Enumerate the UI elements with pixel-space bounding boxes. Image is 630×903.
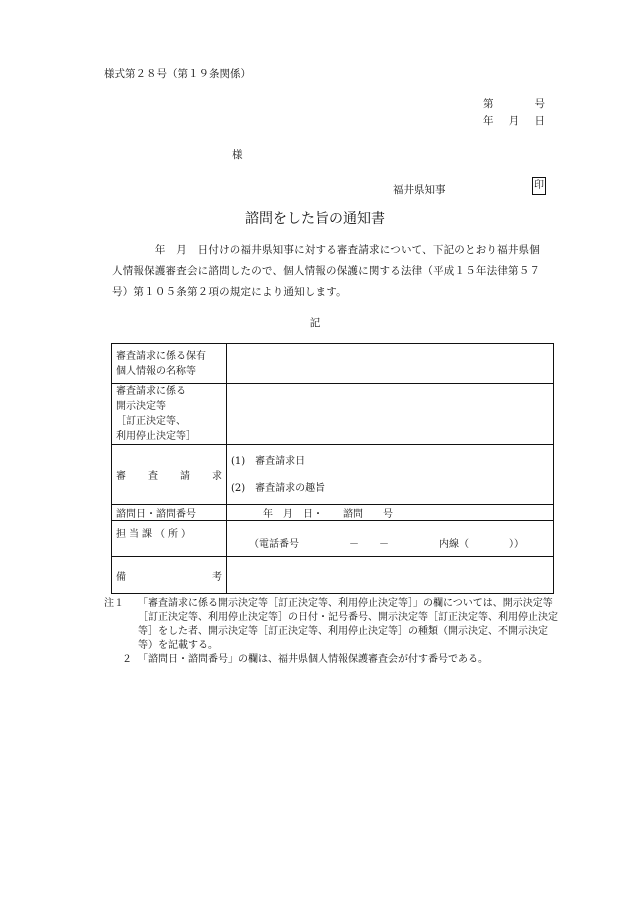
label-line	[116, 364, 222, 379]
label-line: 利用停止決定等］	[116, 431, 196, 442]
note-text: 「審査請求に係る開示決定等［訂正決定等、利用停止決定等］」の欄については、開示決定等［訂正決定等、利用停止決定等］の日付・記号番号、開示決定等［訂正決定等、利用停止決定等］をした者、開示決定等［訂正決定等、利用停止決定等］の種類（開示決定、不開示決定等）を記載する。	[138, 598, 558, 651]
note-item	[104, 597, 560, 653]
label-char: 請	[180, 471, 190, 482]
note-text: 「諮問日・諮問番号」の欄は、福井県個人情報保護審査会が付す番号である。	[138, 654, 488, 665]
value-inquiry[interactable]	[227, 505, 554, 521]
row-label-record-name	[112, 344, 227, 384]
request-date-item: (1) 審査請求日	[231, 455, 306, 467]
document-date-line	[483, 113, 545, 128]
label-line: 開示決定等	[116, 401, 166, 412]
label-char: 求	[212, 471, 222, 482]
document-title: 諮問をした旨の通知書	[245, 211, 385, 227]
table-row	[112, 505, 554, 521]
date-month: 月	[508, 115, 520, 127]
request-purpose-item: (2) 審査請求の趣旨	[231, 482, 326, 494]
value-request[interactable]	[227, 445, 554, 505]
form-number: 様式第２８号（第１９条関係）	[104, 68, 251, 80]
row-label-request	[112, 445, 227, 505]
note-number: 注１	[104, 598, 124, 609]
value-department[interactable]	[227, 521, 554, 557]
row-label-inquiry: 諮問日・諮問番号	[112, 505, 227, 521]
label-text: 個人情報の名称等	[116, 365, 196, 377]
label-line	[116, 568, 222, 583]
phone-value: （電話番号 － － 内線（ ））	[249, 539, 524, 550]
label-char: 備	[116, 571, 126, 583]
row-label-remarks	[112, 557, 227, 594]
label-char: 査	[148, 471, 158, 482]
addressee-suffix: 様	[232, 149, 243, 161]
value-disclosure-decision[interactable]	[227, 384, 554, 445]
table-row	[112, 445, 554, 505]
table-row	[112, 521, 554, 557]
number-suffix: 号	[534, 98, 545, 110]
notice-body: 年 月 日付けの福井県知事に対する審査請求について、下記のとおり福井県個人情報保護審査会に諮問したので、個人情報の保護に関する法律（平成１５年法律第５７号）第１０５条第２項の規定により通知します。	[112, 244, 541, 298]
label-line: 審査請求に係る保有	[116, 350, 206, 362]
notes	[104, 597, 560, 667]
number-prefix: 第	[483, 98, 494, 110]
seal-stamp: 印	[532, 177, 546, 195]
label-char: 審	[116, 471, 126, 482]
note-item	[104, 653, 560, 667]
sender-name: 福井県知事	[393, 184, 446, 196]
table-row	[112, 384, 554, 445]
label-line: 審査請求に係る	[116, 386, 186, 397]
label-line: ［訂正決定等、	[116, 416, 186, 427]
row-label-disclosure-decision	[112, 384, 227, 445]
row-label-department: 担当課（所）	[112, 521, 227, 557]
table-row	[112, 344, 554, 384]
value-remarks[interactable]	[227, 557, 554, 594]
inquiry-value: 年 月 日・ 諮問 号	[263, 509, 393, 520]
date-day: 日	[534, 115, 545, 127]
document-number-line	[483, 96, 545, 111]
date-year: 年	[483, 115, 494, 127]
ki-heading: 記	[309, 317, 321, 329]
note-number: ２	[122, 654, 132, 665]
value-record-name[interactable]	[227, 344, 554, 384]
table-row	[112, 557, 554, 594]
details-table	[111, 343, 554, 594]
label-char: 考	[212, 571, 222, 583]
label-line	[116, 467, 222, 482]
